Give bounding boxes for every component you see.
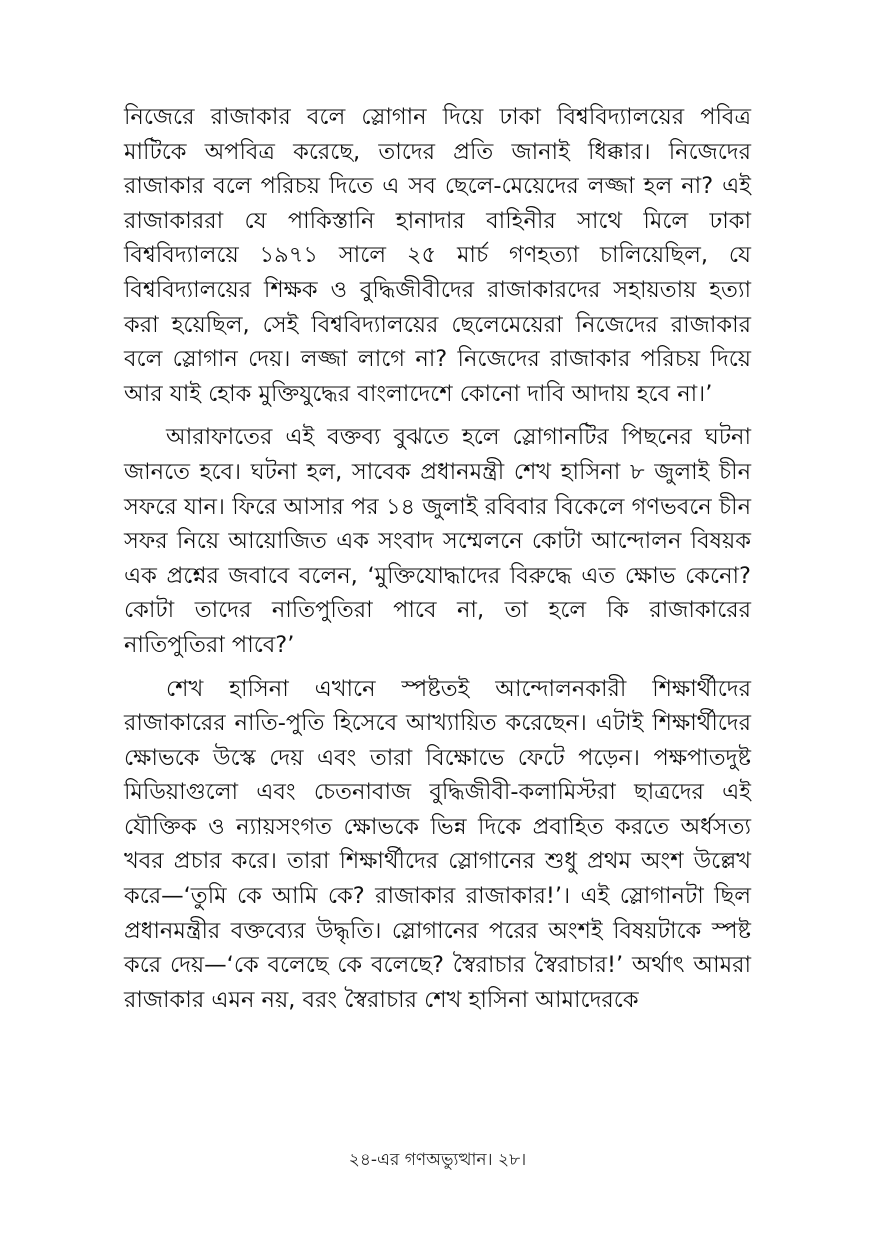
page-body [124,100,751,1017]
page-footer: ২৪-এর গণঅভ্যুত্থান। ২৮। [348,1150,527,1170]
paragraph-quote-continuation: নিজেরে রাজাকার বলে স্লোগান দিয়ে ঢাকা বিশ্ববিদ্যালয়ের পবিত্র মাটিকে অপবিত্র করেছে, তাদের প্রতি জানাই ধিক্কার। নিজেদের রাজাকার বলে পরিচয় দিতে এ সব ছেলে-মেয়েদের লজ্জা হল না? এই রাজাকাররা যে পাকিস্তানি হানাদার বাহিনীর সাথে মিলে ঢাকা বিশ্ববিদ্যালয়ে ১৯৭১ সালে ২৫ মার্চ গণহত্যা চালিয়েছিল, যে বিশ্ববিদ্যালয়ের শিক্ষক ও বুদ্ধিজীবীদের রাজাকারদের সহায়তায় হত্যা করা হয়েছিল, সেই বিশ্ববিদ্যালয়ের ছেলেমেয়েরা নিজেদের রাজাকার বলে স্লোগান দেয়। লজ্জা লাগে না? নিজেদের রাজাকার পরিচয় দিয়ে আর যাই হোক মুক্তিযুদ্ধের বাংলাদেশে কোনো দাবি আদায় হবে না।’ [124,104,751,407]
paragraph-arafat-context: আরাফাতের এই বক্তব্য বুঝতে হলে স্লোগানটির পিছনের ঘটনা জানতে হবে। ঘটনা হল, সাবেক প্রধানমন্ত্রী শেখ হাসিনা ৮ জুলাই চীন সফরে যান। ফিরে আসার পর ১৪ জুলাই রবিবার বিকেলে গণভবনে চীন সফর নিয়ে আয়োজিত এক সংবাদ সম্মেলনে কোটা আন্দোলন বিষয়ক এক প্রশ্নের জবাবে বলেন, ‘মুক্তিযোদ্ধাদের বিরুদ্ধে এত ক্ষোভ কেনো? কোটা তাদের নাতিপুতিরা পাবে না, তা হলে কি রাজাকারের নাতিপুতিরা পাবে?’ [124,424,751,658]
paragraph-hasina-analysis: শেখ হাসিনা এখানে স্পষ্টতই আন্দোলনকারী শিক্ষার্থীদের রাজাকারের নাতি-পুতি হিসেবে আখ্যায়িত করেছেন। এটাই শিক্ষার্থীদের ক্ষোভকে উস্কে দেয় এবং তারা বিক্ষোভে ফেটে পড়েন। পক্ষপাতদুষ্ট মিডিয়াগুলো এবং চেতনাবাজ বুদ্ধিজীবী-কলামিস্টরা ছাত্রদের এই যৌক্তিক ও ন্যায়সংগত ক্ষোভকে ভিন্ন দিকে প্রবাহিত করতে অর্ধসত্য খবর প্রচার করে। তারা শিক্ষার্থীদের স্লোগানের শুধু প্রথম অংশ উল্লেখ করে—‘তুমি কে আমি কে? রাজাকার রাজাকার!’। এই স্লোগানটা ছিল প্রধানমন্ত্রীর বক্তব্যের উদ্ধৃতি। স্লোগানের পরের অংশই বিষয়টাকে স্পষ্ট করে দেয়—‘কে বলেছে কে বলেছে? স্বৈরাচার স্বৈরাচার!’ অর্থাৎ আমরা রাজাকার এমন নয়, বরং স্বৈরাচার শেখ হাসিনা আমাদেরকে [124,675,751,1013]
